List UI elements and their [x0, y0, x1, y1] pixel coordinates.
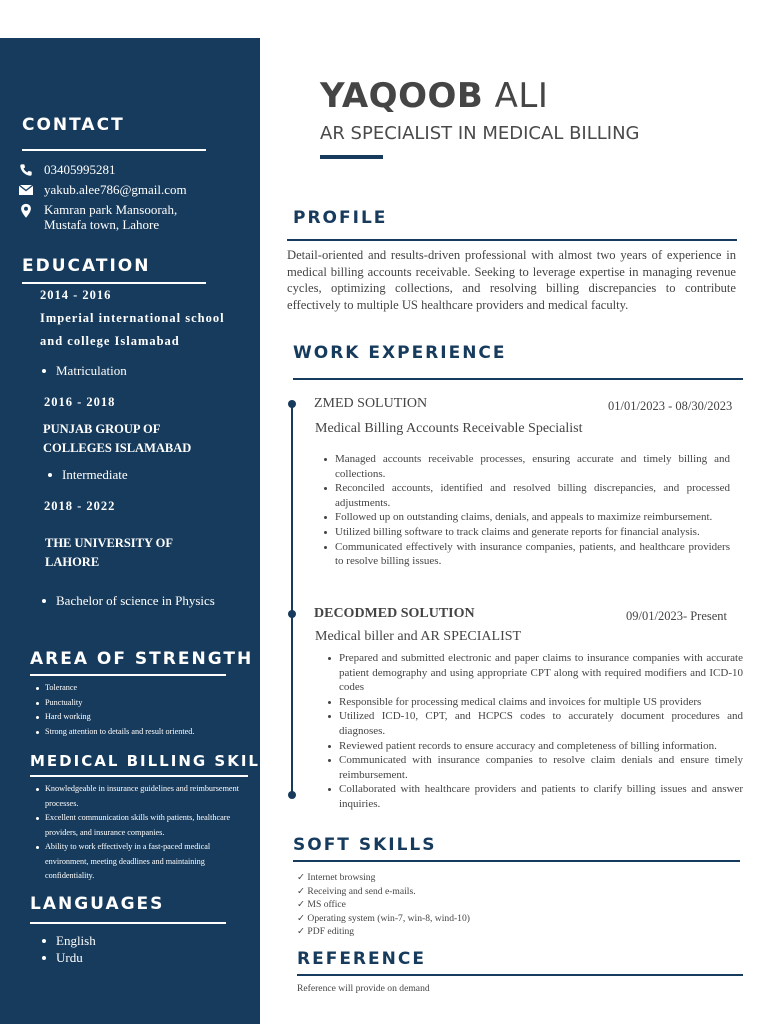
edu-school-3-line1: THE UNIVERSITY OF	[45, 536, 174, 550]
contact-phone-row	[18, 162, 116, 177]
reference-rule	[297, 974, 743, 976]
soft-skill-item: ✓ PDF editing	[297, 926, 355, 938]
contact-address-line1: Kamran park Mansoorah,	[44, 202, 178, 217]
edu-school-1-line2: and college Islamabad	[40, 334, 180, 348]
contact-address-row	[18, 202, 177, 232]
timeline-dot	[288, 400, 296, 408]
bullet-dot	[48, 473, 52, 477]
profile-rule	[287, 239, 737, 241]
edu-years-2: 2016 - 2018	[44, 395, 116, 409]
bullet-dot	[42, 599, 46, 603]
soft-skills-rule	[293, 860, 740, 862]
job-2-duty: Utilized ICD-10, CPT, and HCPCS codes to accurately document procedures and diagnoses.	[326, 709, 743, 738]
last-name: ALI	[494, 76, 549, 116]
phone-icon	[18, 163, 34, 177]
job-2-duty: Collaborated with healthcare providers and patients to clarify billing issues and answer inquiries.	[326, 782, 743, 811]
languages-heading: LANGUAGES	[30, 894, 165, 914]
job-1-role: Medical Billing Accounts Receivable Specialist	[315, 421, 583, 436]
soft-skill-item: ✓ Operating system (win-7, win-8, wind-10)	[297, 912, 470, 924]
edu-school-1	[40, 307, 232, 353]
languages-rule	[30, 922, 226, 924]
strength-item: Hard working	[36, 710, 256, 725]
soft-skills-list	[297, 871, 470, 939]
job-2-duty: Communicated with insurance companies to resolve claim denials and ensure timely reimbursement.	[326, 753, 743, 782]
bullet-dot	[42, 956, 46, 960]
edu-school-2-line2: COLLEGES ISLAMABAD	[43, 441, 192, 455]
edu-degree-2	[48, 467, 128, 483]
edu-school-3	[45, 534, 173, 572]
sidebar	[0, 38, 285, 1024]
contact-heading: CONTACT	[22, 115, 125, 135]
soft-skills-heading: SOFT SKILLS	[293, 835, 437, 855]
reference-heading: REFERENCE	[297, 949, 426, 969]
work-heading: WORK EXPERIENCE	[293, 343, 507, 363]
location-pin-icon	[18, 203, 34, 219]
job-1-duty: Reconciled accounts, identified and resolved billing discrepancies, and processed adjustments.	[322, 481, 730, 510]
edu-degree-1-text: Matriculation	[56, 363, 127, 378]
contact-address-line2: Mustafa town, Lahore	[44, 217, 160, 232]
job-2-duty: Reviewed patient records to ensure accuracy and completeness of billing information.	[326, 739, 743, 754]
strength-item: Strong attention to details and result oriented.	[36, 725, 256, 740]
job-1-duty: Managed accounts receivable processes, ensuring accurate and timely billing and collections.	[322, 452, 730, 481]
language-item-text: Urdu	[56, 950, 83, 965]
job-2-dates: 09/01/2023- Present	[626, 609, 728, 623]
soft-skill-item: ✓ Receiving and send e-mails.	[297, 885, 416, 897]
billing-skill-item: Knowledgeable in insurance guidelines and reimbursement processes.	[36, 782, 248, 811]
timeline-dot	[288, 791, 296, 799]
strength-list	[36, 681, 256, 739]
contact-rule	[22, 149, 206, 151]
profile-text: Detail-oriented and results-driven professional with almost two years of experience in medical billing accounts receivable. Seeking to leverage expertise in managing revenue cycles, optimizing collections, and resolving billing discrepancies to contribute effectively to multiple US healthcare providers and medical faculty.	[287, 248, 736, 312]
work-rule	[293, 378, 743, 380]
language-item-text: English	[56, 933, 96, 948]
job-2-duties	[326, 651, 743, 812]
soft-skill-item: ✓ Internet browsing	[297, 872, 376, 883]
job-1-duty: Utilized billing software to track claims and generate reports for financial analysis.	[322, 525, 730, 540]
job-2-role: Medical biller and AR SPECIALIST	[315, 629, 522, 644]
edu-years-3: 2018 - 2022	[44, 499, 116, 513]
billing-skills-heading: MEDICAL BILLING SKILLS	[30, 752, 285, 770]
strength-heading: AREA OF STRENGTH	[30, 649, 254, 669]
timeline-dot	[288, 610, 296, 618]
job-1-duty: Followed up on outstanding claims, denials, and appeals to maximize reimbursement.	[322, 510, 730, 525]
contact-email[interactable]: yakub.alee786@gmail.com	[44, 182, 187, 197]
job-1-duty: Communicated effectively with insurance companies, patients, and healthcare providers to resolve billing issues.	[322, 540, 730, 569]
edu-degree-3-text: Bachelor of science in Physics	[56, 593, 215, 608]
billing-skills-list	[36, 782, 248, 884]
edu-degree-3	[42, 593, 215, 609]
candidate-name	[320, 76, 548, 116]
education-rule	[22, 282, 206, 284]
contact-address	[44, 202, 177, 232]
job-title: AR SPECIALIST IN MEDICAL BILLING	[320, 123, 640, 144]
edu-degree-2-text: Intermediate	[62, 467, 128, 482]
strength-rule	[30, 674, 226, 676]
bullet-dot	[42, 369, 46, 373]
contact-email-row	[18, 182, 187, 197]
job-2-duty: Prepared and submitted electronic and paper claims to insurance companies with accurate patient demography and using appropriate CPT along with required modifiers and ICD-10 codes	[326, 651, 743, 695]
education-heading: EDUCATION	[22, 256, 151, 276]
contact-phone[interactable]: 03405995281	[44, 162, 116, 177]
billing-skills-rule	[30, 775, 248, 777]
strength-item: Punctuality	[36, 696, 256, 711]
envelope-icon	[18, 183, 34, 197]
timeline-line	[291, 403, 293, 795]
first-name: YAQOOB	[320, 76, 484, 116]
job-1-dates: 01/01/2023 - 08/30/2023	[608, 399, 733, 413]
edu-degree-1	[42, 363, 127, 379]
soft-skill-item: ✓ MS office	[297, 899, 346, 911]
edu-school-2	[43, 420, 191, 458]
edu-school-2-line1: PUNJAB GROUP OF	[43, 422, 161, 436]
edu-school-3-line2: LAHORE	[45, 555, 100, 569]
edu-school-1-line1: Imperial international school	[40, 311, 225, 325]
job-1-duties	[322, 452, 730, 569]
job-2-company: DECODMED SOLUTION	[314, 606, 475, 621]
job-1-company: ZMED SOLUTION	[314, 396, 428, 411]
bullet-dot	[42, 939, 46, 943]
profile-heading: PROFILE	[293, 208, 388, 228]
language-item	[42, 933, 96, 949]
title-accent-bar	[320, 155, 383, 159]
reference-text: Reference will provide on demand	[297, 983, 430, 994]
job-2-duty: Responsible for processing medical claims and invoices for multiple US providers	[326, 695, 743, 710]
billing-skill-item: Ability to work effectively in a fast-paced medical environment, meeting deadlines and maintaining confidentiality.	[36, 840, 248, 884]
billing-skill-item: Excellent communication skills with patients, healthcare providers, and insurance companies.	[36, 811, 248, 840]
strength-item: Tolerance	[36, 681, 256, 696]
language-item	[42, 950, 83, 966]
edu-years-1: 2014 - 2016	[40, 288, 112, 302]
